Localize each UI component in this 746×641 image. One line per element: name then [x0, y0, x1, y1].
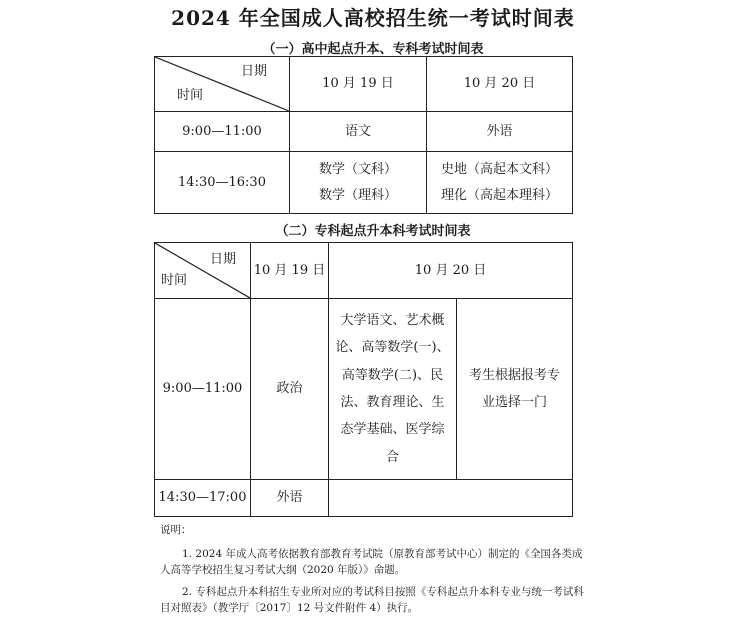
subject-physics-chem: 理化（高起本理科） — [440, 187, 558, 203]
header-date-label: 日期 — [240, 64, 267, 79]
table1-row1-oct19: 语文 — [290, 112, 427, 152]
table1-row1-time: 9:00—11:00 — [155, 112, 290, 152]
table2-row1-time: 9:00—11:00 — [155, 299, 251, 480]
table2-row2-oct19: 外语 — [251, 480, 329, 517]
page-title: 2024 年全国成人高校招生统一考试时间表 — [171, 6, 575, 30]
table2-row1-oct19: 政治 — [251, 299, 329, 480]
subject-history-geo: 史地（高起本文科） — [440, 161, 558, 177]
table1-col-oct19: 10 月 19 日 — [290, 57, 427, 112]
header-date-label: 日期 — [209, 252, 236, 267]
subject-math-science: 数学（理科） — [318, 187, 397, 203]
table1-row2-time: 14:30—16:30 — [155, 152, 290, 214]
note-1: 1. 2024 年成人高考依据教育部教育考试院（原教育部考试中心）制定的《全国各类成人高等学校招生复习考试大纲（2020 年版）》命题。 — [160, 548, 583, 577]
diagonal-line — [155, 57, 289, 111]
section2-heading: （二）专科起点升本科考试时间表 — [275, 224, 471, 239]
table1-row1-oct20: 外语 — [427, 112, 573, 152]
note-2: 2. 专科起点升本科招生专业所对应的考试科目按照《专科起点升本科专业与统一考试科目对照表》（教学厅〔2017〕12 号文件附件 4）执行。 — [160, 586, 584, 615]
table2-row1-choice-note: 考生根据报考专业选择一门 — [457, 299, 573, 480]
table1-row2-oct19 — [290, 152, 427, 214]
table2-row2-oct20-empty — [329, 480, 573, 517]
table2-row1-subject-list: 大学语文、艺术概论、高等数学(一)、高等数学(二)、民法、教育理论、生态学基础、医学综合 — [329, 299, 457, 480]
section1-heading: （一）高中起点升本、专科考试时间表 — [262, 42, 484, 57]
table2-col-oct19: 10 月 19 日 — [251, 243, 329, 299]
exam-table-1 — [154, 56, 573, 214]
header-time-label: 时间 — [161, 273, 188, 289]
table1-header-diagonal-cell — [155, 57, 290, 112]
notes-heading: 说明： — [160, 524, 192, 536]
table2-header-diagonal-cell — [155, 243, 251, 299]
table1-row2-oct20 — [427, 152, 573, 214]
table1-col-oct20: 10 月 20 日 — [427, 57, 573, 112]
table2-col-oct20: 10 月 20 日 — [329, 243, 573, 299]
table2-row2-time: 14:30—17:00 — [155, 480, 251, 517]
subject-math-arts: 数学（文科） — [318, 161, 397, 177]
exam-table-2 — [154, 242, 573, 517]
header-time-label: 时间 — [177, 88, 204, 104]
